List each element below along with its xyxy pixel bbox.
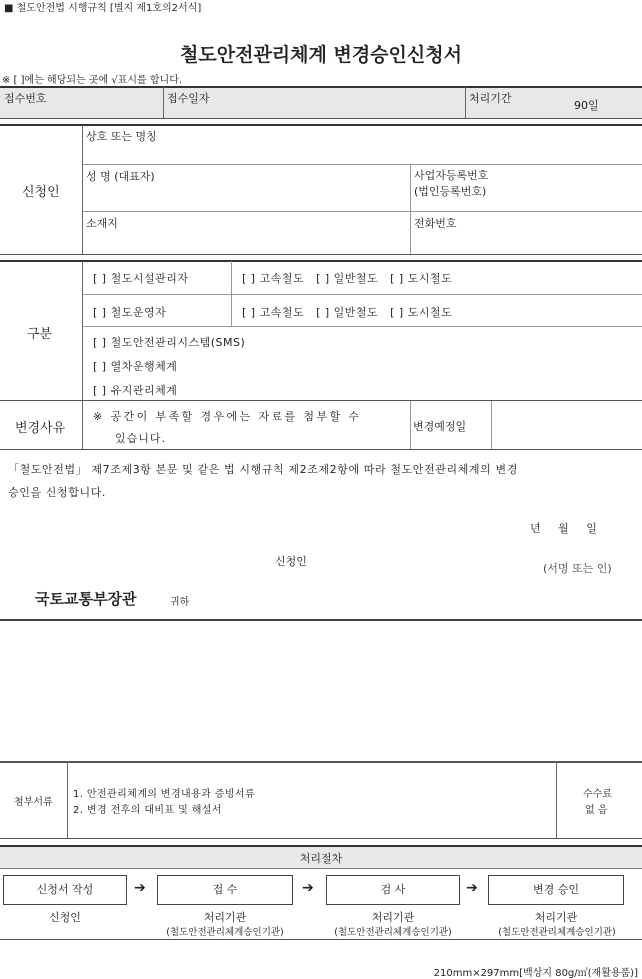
divider [0, 400, 642, 401]
step-actor-approval-sub: (철도안전관리체계승인기관) [498, 927, 616, 938]
divider [82, 261, 83, 400]
step-actor-receipt-sub: (철도안전관리체계승인기관) [166, 927, 284, 938]
company-name-label: 상호 또는 명칭 [86, 130, 157, 143]
change-reason-note-cont: 있습니다. [115, 432, 167, 445]
application-statement-cont: 승인을 신청합니다. [8, 486, 107, 499]
divider [491, 401, 492, 449]
step-actor-inspection-sub: (철도안전관리체계승인기관) [334, 927, 452, 938]
date-line: 년 월 일 [530, 522, 597, 535]
divider [0, 254, 642, 255]
divider [163, 87, 164, 118]
arrow-right-icon: ➔ [134, 880, 146, 896]
planned-change-date-label: 변경예정일 [413, 420, 467, 433]
procedure-title: 처리절차 [299, 852, 343, 865]
paper-spec: 210mm×297mm[백상지 80g/㎡(재활용품)] [433, 968, 638, 979]
step-inspection: 검 사 [326, 875, 460, 905]
divider [83, 164, 642, 165]
option-operator-railway-types[interactable]: [ ] 고속철도 [ ] 일반철도 [ ] 도시철도 [242, 306, 453, 319]
divider [0, 124, 642, 126]
receipt-number-label: 접수번호 [4, 92, 47, 105]
divider [82, 401, 83, 449]
attachment-item-1: 1. 안전관리체계의 변경내용과 증빙서류 [73, 789, 256, 800]
option-maintenance[interactable]: [ ] 유지관리체계 [93, 384, 178, 397]
divider [0, 838, 642, 839]
fee-label: 수수료 [583, 789, 612, 800]
option-train-operation[interactable]: [ ] 열차운행체계 [93, 360, 178, 373]
fee-value: 없 음 [585, 805, 608, 816]
step-actor-inspection: 처리기관 [371, 911, 415, 924]
option-sms[interactable]: [ ] 철도안전관리시스템(SMS) [93, 336, 246, 349]
signature-note: (서명 또는 인) [543, 562, 612, 575]
processing-period-value: 90일 [574, 99, 599, 112]
divider [0, 118, 642, 119]
divider [556, 762, 557, 838]
arrow-right-icon: ➔ [302, 880, 314, 896]
step-actor-approval: 처리기관 [534, 911, 578, 924]
divider [0, 761, 642, 763]
recipient-suffix: 귀하 [170, 597, 190, 608]
receipt-date-label: 접수일자 [167, 92, 210, 105]
option-facility-railway-types[interactable]: [ ] 고속철도 [ ] 일반철도 [ ] 도시철도 [242, 272, 453, 285]
arrow-right-icon: ➔ [466, 880, 478, 896]
option-railway-operator[interactable]: [ ] 철도운영자 [93, 306, 167, 319]
divider [83, 326, 642, 327]
divider [410, 165, 411, 254]
address-label: 소재지 [86, 217, 118, 230]
receipt-row [0, 86, 642, 118]
divider [67, 762, 68, 838]
form-reference-note: ■ 철도안전법 시행규칙 [별지 제1호의2서식] [4, 3, 202, 14]
step-actor-receipt: 처리기관 [203, 911, 247, 924]
step-change-approval: 변경 승인 [488, 875, 624, 905]
applicant-sign-label: 신청인 [275, 555, 307, 568]
phone-label: 전화번호 [414, 217, 457, 230]
applicant-section-label: 신청인 [22, 185, 60, 200]
divider [0, 619, 642, 621]
application-statement: 「철도안전법」 제7조제3항 본문 및 같은 법 시행규칙 제2조제2항에 따라 철도안전관리체계의 변경 [8, 463, 518, 476]
option-facility-manager[interactable]: [ ] 철도시설관리자 [93, 272, 189, 285]
divider [83, 211, 642, 212]
divider [0, 939, 642, 940]
step-application: 신청서 작성 [3, 875, 127, 905]
divider [0, 86, 642, 88]
category-section-label: 구분 [27, 327, 53, 342]
divider [83, 294, 642, 295]
divider [82, 125, 83, 254]
change-reason-note: ※ 공간이 부족할 경우에는 자료를 첨부할 수 [93, 410, 362, 423]
divider [0, 449, 642, 450]
divider [465, 87, 466, 118]
corporate-number-label: (법인등록번호) [414, 185, 487, 198]
representative-name-label: 성 명 (대표자) [86, 170, 155, 183]
checkbox-instruction: ※ [ ]에는 해당되는 곳에 √표시를 합니다. [2, 75, 183, 86]
processing-period-label: 처리기간 [469, 92, 512, 105]
step-receipt: 접 수 [157, 875, 293, 905]
divider [410, 401, 411, 449]
recipient-title: 국토교통부장관 [35, 590, 137, 608]
page-title: 철도안전관리체계 변경승인신청서 [180, 44, 462, 66]
step-actor-applicant: 신청인 [49, 911, 81, 924]
change-reason-label: 변경사유 [15, 421, 66, 436]
attachments-label: 첨부서류 [14, 797, 53, 808]
business-number-label: 사업자등록번호 [414, 169, 489, 182]
divider [0, 260, 642, 262]
attachment-item-2: 2. 변경 전후의 대비표 및 해설서 [73, 805, 222, 816]
